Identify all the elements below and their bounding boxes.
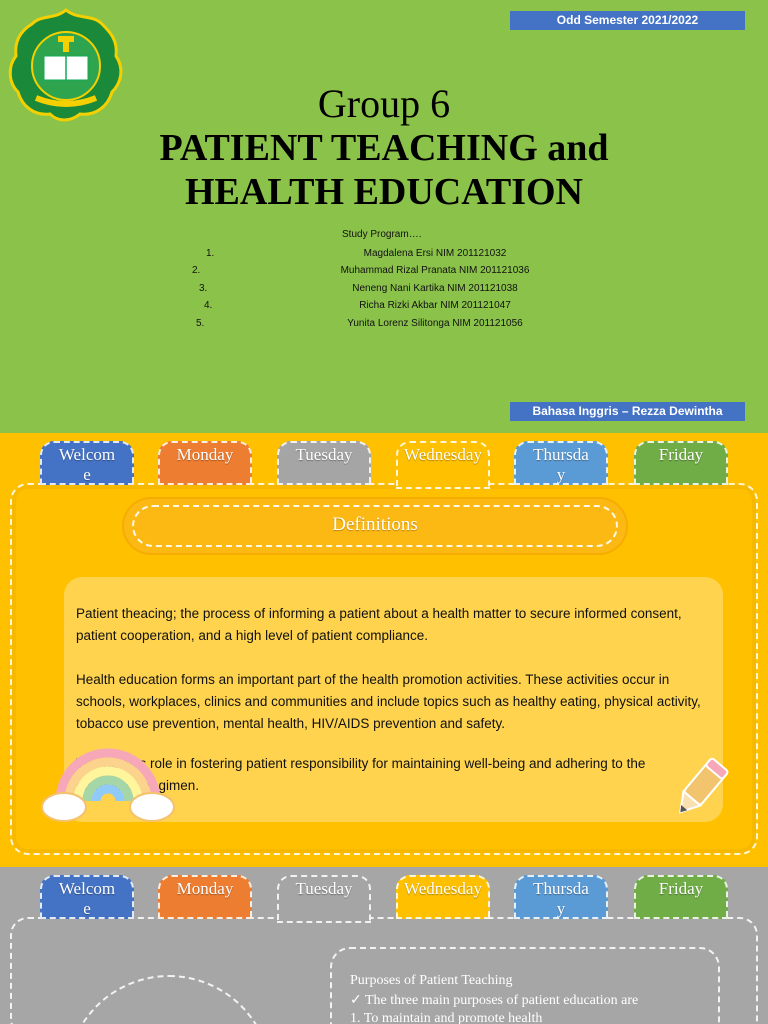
purposes-title: Purposes of Patient Teaching (350, 973, 513, 988)
presentation-title-line1: PATIENT TEACHING and (159, 127, 609, 169)
tab-tuesday[interactable] (277, 441, 371, 485)
tab-monday[interactable] (158, 441, 252, 485)
definitions-heading-pill (124, 499, 626, 553)
member-name: Muhammad Rizal Pranata NIM 201121036 (340, 265, 530, 276)
tab-friday[interactable] (634, 875, 728, 919)
tab-tuesday[interactable] (277, 875, 371, 923)
tab-label: Friday (658, 445, 704, 464)
tab-friday[interactable] (634, 441, 728, 485)
tab-label: Tuesday (295, 879, 353, 898)
tab-welcome[interactable] (40, 875, 134, 919)
tab-label-cont: y (556, 899, 566, 918)
member-number: 3. (199, 283, 208, 294)
member-row (0, 265, 768, 283)
tab-label: Tuesday (295, 445, 353, 464)
purposes-item: 1. To maintain and promote health (350, 1011, 543, 1024)
purposes-slide (0, 867, 768, 1024)
tab-label: Monday (176, 879, 234, 898)
member-row (0, 318, 768, 336)
tab-welcome[interactable] (40, 441, 134, 485)
definition-paragraph: Patient theacing; the process of informing a patient about a health matter to secure informed consent, patient cooperation, and a high level of patient compliance. (76, 606, 682, 643)
group-title: Group 6 (317, 81, 451, 126)
member-name: Richa Rizki Akbar NIM 201121047 (359, 300, 511, 311)
tab-label: Wednesday (404, 445, 482, 464)
tab-thursday[interactable] (514, 875, 608, 919)
member-name: Neneng Nani Kartika NIM 201121038 (352, 283, 518, 294)
tab-label-cont: e (83, 899, 91, 918)
purposes-box (330, 947, 720, 1024)
definitions-heading: Definitions (332, 514, 418, 535)
tab-label: Wednesday (404, 879, 482, 898)
title-slide (0, 0, 768, 433)
tab-label: Welcom (58, 445, 116, 464)
tab-label: Monday (176, 445, 234, 464)
semester-banner: Odd Semester 2021/2022 (510, 11, 745, 30)
member-number: 2. (192, 265, 201, 276)
member-number: 1. (206, 248, 215, 259)
definition-paragraph: Health education forms an important part of the health promotion activities. These activities occur in schools, workplaces, clinics and communities and include topics such as healthy eating, physical activity, tobacco use prevention, mental health, HIV/AIDS prevention and safety. (76, 672, 701, 731)
member-row (0, 248, 768, 266)
tab-label: Friday (658, 879, 704, 898)
tab-label-cont: e (83, 465, 91, 484)
purposes-intro: ✓ The three main purposes of patient education are (350, 993, 639, 1008)
member-number: 5. (196, 318, 205, 329)
tab-monday[interactable] (158, 875, 252, 919)
member-row (0, 300, 768, 318)
pencil-icon (668, 755, 730, 825)
study-program-label: Study Program…. (342, 229, 422, 240)
tab-label: Welcom (58, 879, 116, 898)
tab-wednesday[interactable] (396, 441, 490, 489)
tab-label: Thursda (533, 445, 589, 464)
tab-wednesday[interactable] (396, 875, 490, 919)
tab-label: Thursda (533, 879, 589, 898)
rainbow-cloud-icon (38, 731, 178, 831)
member-number: 4. (204, 300, 213, 311)
member-row (0, 283, 768, 301)
tab-label-cont: y (556, 465, 566, 484)
member-name: Magdalena Ersi NIM 201121032 (363, 248, 507, 259)
course-banner: Bahasa Inggris – Rezza Dewintha (510, 402, 745, 421)
tab-thursday[interactable] (514, 441, 608, 485)
definitions-slide (0, 433, 768, 867)
presentation-title-line2: HEALTH EDUCATION (184, 171, 584, 213)
member-name: Yunita Lorenz Silitonga NIM 201121056 (347, 318, 523, 329)
definition-paragraph: The nurse’s role in fostering patient responsibility for maintaining well-being and adhering to the therapeutic regimen. (76, 756, 646, 793)
